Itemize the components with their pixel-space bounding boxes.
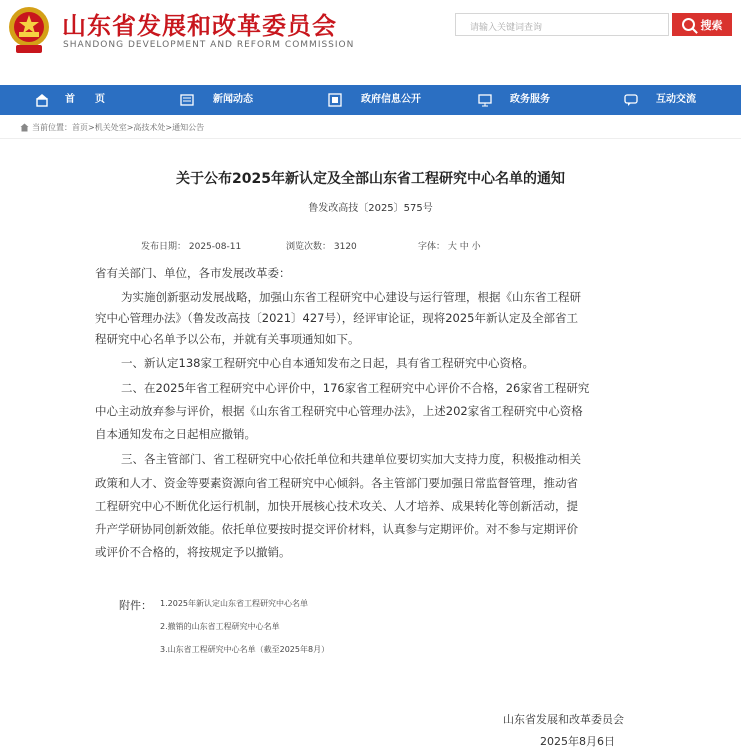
- nav-item-home[interactable]: [35, 85, 135, 115]
- search-button-label: 搜索: [700, 19, 723, 32]
- main-nav: [0, 85, 741, 115]
- view-count: 浏览次数： 3120: [286, 242, 357, 252]
- nav-item-info[interactable]: [328, 85, 448, 115]
- info-icon: [328, 93, 342, 107]
- breadcrumb-link[interactable]: 机关处室: [94, 123, 127, 132]
- article-line: 升产学研协同创新效能。依托单位要按时提交评价材料，认真参与定期评价。对不参与定期评价: [95, 522, 578, 536]
- nav-item-news[interactable]: [180, 85, 280, 115]
- document-number: 鲁发改高技〔2025〕575号: [308, 203, 433, 214]
- site-header: [0, 0, 741, 82]
- home-icon: [20, 123, 29, 132]
- page-title: 关于公布2025年新认定及全部山东省工程研究中心名单的通知: [176, 171, 565, 187]
- article-line: 工程研究中心不断优化运行机制，加快开展核心技术攻关、人才培养、成果转化等创新活动，提: [95, 499, 578, 513]
- chat-icon: [624, 93, 638, 107]
- service-icon: [478, 93, 492, 107]
- article-line: 究中心管理办法》（鲁发改高技〔2021〕427号），经评审论证，现将2025年新认定及全部省工: [95, 311, 578, 325]
- article-line: 或评价不合格的，将按规定予以撤销。: [95, 545, 291, 559]
- nav-label: 互动交流: [656, 94, 696, 105]
- article-line: 中心主动放弃参与评价，根据《山东省工程研究中心管理办法》，上述202家省工程研究中心资格: [95, 404, 583, 418]
- breadcrumb-link[interactable]: 首页: [72, 123, 88, 132]
- article-line: 自本通知发布之日起相应撤销。: [95, 427, 256, 441]
- news-icon: [180, 93, 194, 107]
- search-button[interactable]: [672, 13, 732, 36]
- article-line: 二、在2025年省工程研究中心评价中，176家省工程研究中心评价不合格，26家省工程研究: [121, 381, 590, 395]
- nav-label: 首 页: [65, 94, 105, 105]
- nav-item-services[interactable]: [478, 85, 578, 115]
- signature-org: 山东省发展和改革委员会: [503, 713, 624, 726]
- attachment-link[interactable]: 3.山东省工程研究中心名单（截至2025年8月）: [160, 645, 330, 654]
- nav-item-interaction[interactable]: [624, 85, 724, 115]
- font-size-control[interactable]: 字体： 大 中 小: [418, 242, 481, 252]
- search-input[interactable]: 请输入关键词查询: [455, 13, 669, 36]
- site-title[interactable]: 山东省发展和改革委员会: [62, 12, 337, 40]
- attachment-link[interactable]: 1.2025年新认定山东省工程研究中心名单: [160, 599, 308, 608]
- article-line: 省有关部门、单位，各市发展改革委：: [95, 266, 291, 280]
- article-line: 一、新认定138家工程研究中心自本通知发布之日起，具有省工程研究中心资格。: [121, 356, 534, 370]
- breadcrumb-label: 当前位置：: [32, 123, 72, 132]
- nav-label: 新闻动态: [213, 94, 253, 105]
- nav-label: 政府信息公开: [361, 94, 421, 105]
- national-emblem-icon: [6, 5, 52, 55]
- breadcrumb: [0, 118, 741, 139]
- nav-label: 政务服务: [510, 94, 550, 105]
- article-line: 程研究中心名单予以公布，并就有关事项通知如下。: [95, 332, 360, 346]
- attachment-link[interactable]: 2.撤销的山东省工程研究中心名单: [160, 622, 280, 631]
- breadcrumb-link[interactable]: 通知公告: [172, 123, 205, 132]
- breadcrumb-path: 首页>机关处室>高技术处>通知公告: [72, 123, 205, 132]
- publish-date: 发布日期： 2025-08-11: [141, 242, 242, 252]
- article-line: 为实施创新驱动发展战略，加强山东省工程研究中心建设与运行管理，根据《山东省工程研: [121, 290, 581, 304]
- signature-date: 2025年8月6日: [540, 735, 615, 748]
- article-line: 三、各主管部门、省工程研究中心依托单位和共建单位要切实加大支持力度，积极推动相关: [121, 452, 581, 466]
- breadcrumb-link[interactable]: 高技术处: [133, 123, 166, 132]
- home-icon: [35, 93, 49, 107]
- search-icon: [682, 18, 695, 31]
- article-line: 政策和人才、资金等要素资源向省工程研究中心倾斜。各主管部门要加强日常监督管理，推动省: [95, 476, 578, 490]
- attachments-label: 附件：: [119, 599, 152, 612]
- site-subtitle: SHANDONG DEVELOPMENT AND REFORM COMMISSION: [63, 40, 355, 50]
